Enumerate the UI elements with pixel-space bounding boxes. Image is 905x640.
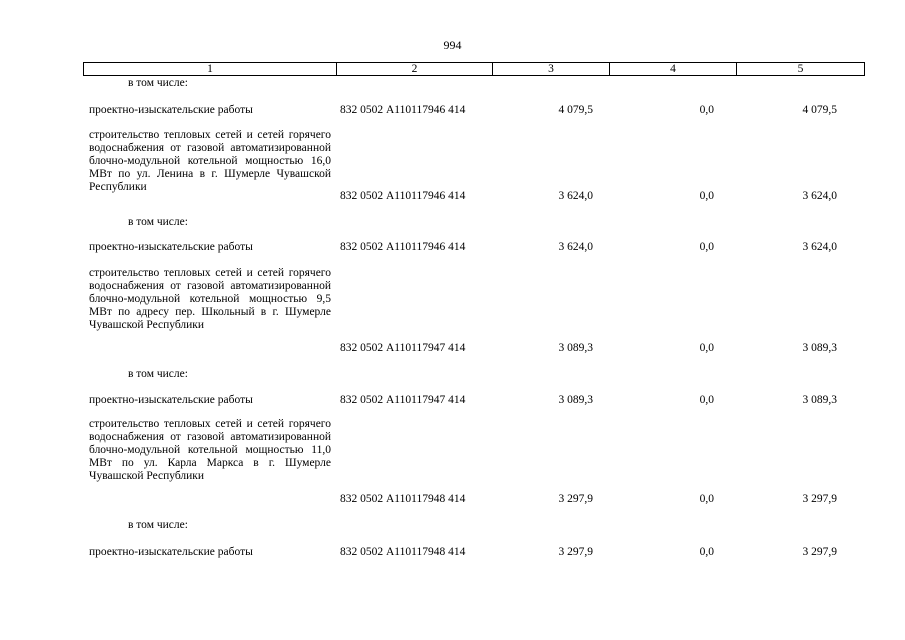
row-label-construction-shkolny: строительство тепловых сетей и сетей горячего водоснабжения от газовой автоматизированной блочно-модульной котельной мощностью 9,5 МВт по адресу пер. Школьный в г. Шумерле Чувашской Республики	[89, 267, 331, 331]
row-value-col5: 3 089,3	[802, 394, 837, 406]
row-code: 832 0502 А110117946 414	[340, 104, 466, 116]
column-header-1: 1	[84, 63, 337, 76]
row-label-construction-marksa: строительство тепловых сетей и сетей горячего водоснабжения от газовой автоматизированной блочно-модульной котельной мощностью 11,0 МВт по ул. Карла Маркса в г. Шумерле Чувашской Республики	[89, 418, 331, 482]
row-value-col3: 3 624,0	[558, 190, 593, 202]
row-value-col5: 3 297,9	[802, 546, 837, 558]
column-header-row	[84, 63, 865, 76]
row-value-col3: 3 297,9	[558, 546, 593, 558]
row-value-col3: 4 079,5	[558, 104, 593, 116]
row-code: 832 0502 А110117947 414	[340, 394, 466, 406]
row-value-col4: 0,0	[699, 546, 714, 558]
row-label-including: в том числе:	[128, 519, 188, 531]
row-value-col4: 0,0	[699, 394, 714, 406]
row-code: 832 0502 А110117948 414	[340, 546, 466, 558]
row-value-col3: 3 089,3	[558, 342, 593, 354]
row-value-col3: 3 624,0	[558, 241, 593, 253]
row-value-col4: 0,0	[699, 241, 714, 253]
row-label-survey-works: проектно-изыскательские работы	[89, 104, 253, 116]
row-value-col5: 3 297,9	[802, 493, 837, 505]
row-code: 832 0502 А110117947 414	[340, 342, 466, 354]
row-code: 832 0502 А110117948 414	[340, 493, 466, 505]
column-header-4: 4	[610, 63, 737, 76]
page-number: 994	[443, 38, 462, 52]
row-code: 832 0502 А110117946 414	[340, 241, 466, 253]
row-label-survey-works: проектно-изыскательские работы	[89, 546, 253, 558]
row-value-col5: 3 089,3	[802, 342, 837, 354]
column-header-3: 3	[493, 63, 610, 76]
row-label-including: в том числе:	[128, 216, 188, 228]
row-value-col4: 0,0	[699, 493, 714, 505]
row-value-col4: 0,0	[699, 190, 714, 202]
row-label-including: в том числе:	[128, 77, 188, 89]
column-header-table	[83, 62, 865, 76]
row-value-col5: 3 624,0	[802, 190, 837, 202]
row-value-col4: 0,0	[699, 104, 714, 116]
row-value-col4: 0,0	[699, 342, 714, 354]
row-value-col3: 3 089,3	[558, 394, 593, 406]
row-label-survey-works: проектно-изыскательские работы	[89, 394, 253, 406]
row-label-construction-lenina: строительство тепловых сетей и сетей горячего водоснабжения от газовой автоматизированной блочно-модульной котельной мощностью 16,0 МВт по ул. Ленина в г. Шумерле Чувашской Республики	[89, 129, 331, 193]
row-label-including: в том числе:	[128, 368, 188, 380]
column-header-5: 5	[737, 63, 865, 76]
column-header-2: 2	[337, 63, 493, 76]
row-label-survey-works: проектно-изыскательские работы	[89, 241, 253, 253]
row-value-col3: 3 297,9	[558, 493, 593, 505]
row-value-col5: 3 624,0	[802, 241, 837, 253]
row-code: 832 0502 А110117946 414	[340, 190, 466, 202]
row-value-col5: 4 079,5	[802, 104, 837, 116]
